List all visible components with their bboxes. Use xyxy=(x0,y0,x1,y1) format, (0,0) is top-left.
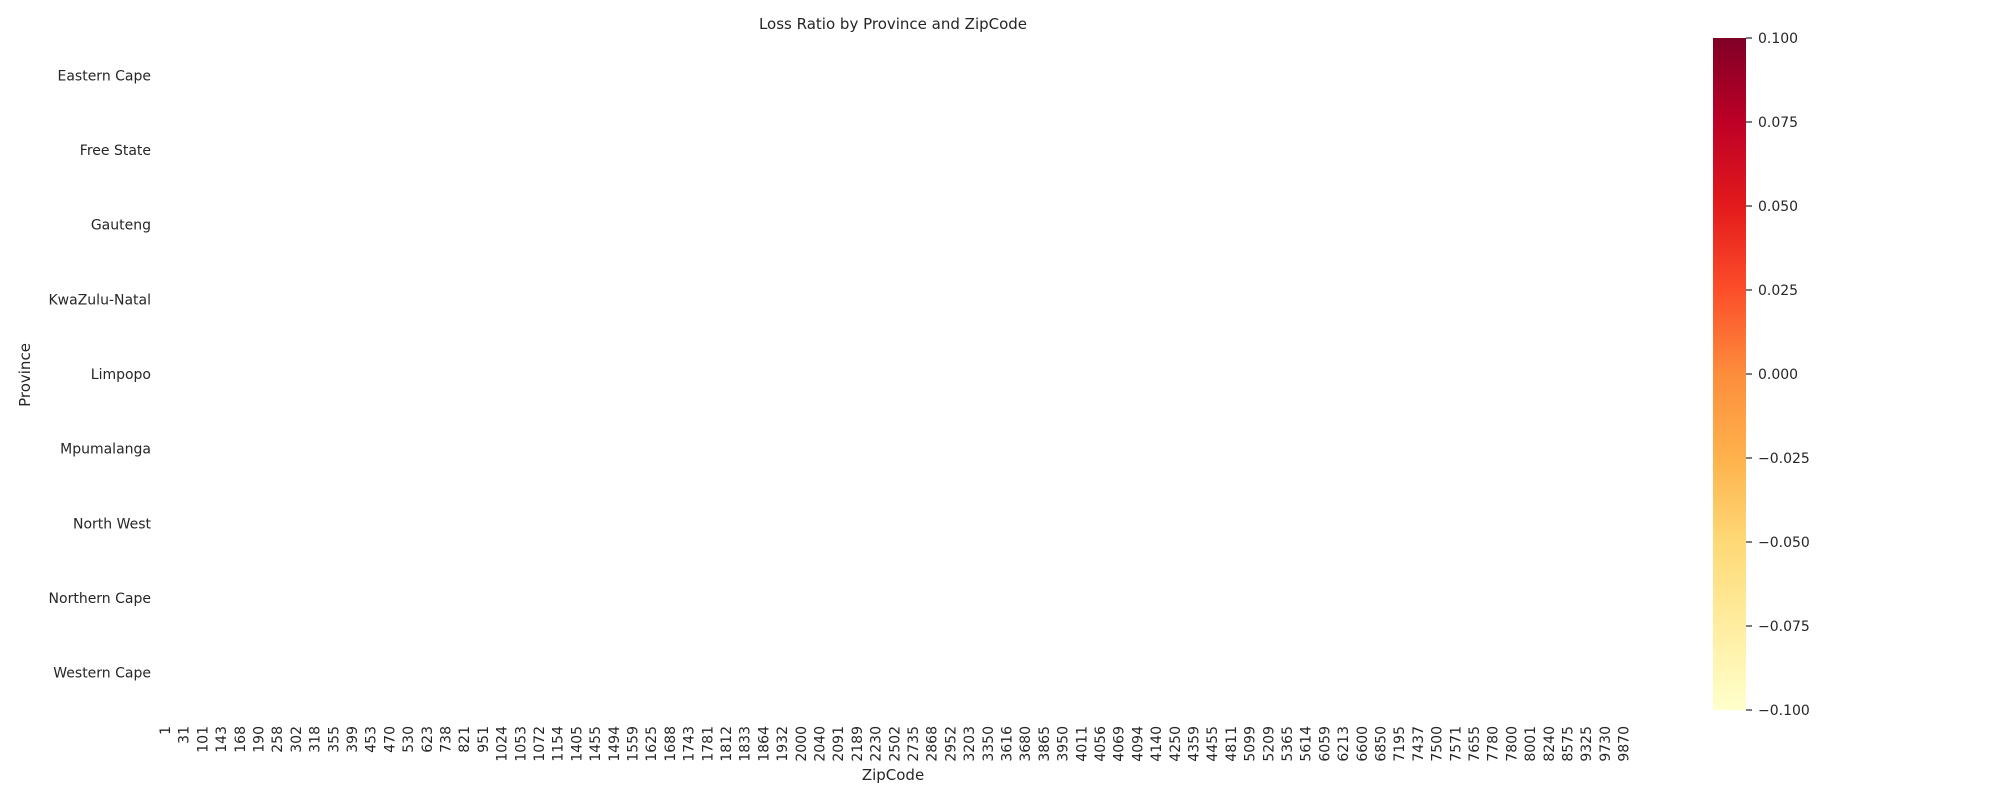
x-tick-label: 4455 xyxy=(1205,726,1222,762)
colorbar xyxy=(1713,38,1746,710)
x-tick-label: 6600 xyxy=(1354,726,1371,762)
x-tick-label: 1 xyxy=(158,726,174,735)
x-tick-label: 5209 xyxy=(1261,726,1278,762)
x-tick-label: 9325 xyxy=(1579,726,1596,762)
chart-title: Loss Ratio by Province and ZipCode xyxy=(758,15,1028,33)
x-tick-label: 1812 xyxy=(719,726,735,762)
x-tick-label: 3350 xyxy=(980,726,997,762)
y-axis-label: Province xyxy=(16,343,34,407)
x-tick-label: 1024 xyxy=(494,726,511,762)
x-tick-label: 1781 xyxy=(700,726,717,762)
x-tick-label: 530 xyxy=(401,726,418,753)
x-tick-label: 7500 xyxy=(1429,726,1446,762)
colorbar-tick-label: 0.025 xyxy=(1758,283,1799,299)
x-tick-label: 2189 xyxy=(849,726,866,762)
x-tick-label: 258 xyxy=(270,726,287,753)
colorbar-ticks xyxy=(1746,31,1810,719)
y-tick-label: Mpumalanga xyxy=(60,441,151,458)
x-tick-label: 7437 xyxy=(1410,726,1427,762)
x-tick-label: 1072 xyxy=(532,726,548,762)
colorbar-tick-label: −0.100 xyxy=(1758,703,1810,719)
x-tick-label: 318 xyxy=(307,726,324,753)
x-tick-label: 2952 xyxy=(943,726,960,762)
x-tick-label: 7780 xyxy=(1485,726,1502,762)
x-tick-label: 5099 xyxy=(1242,726,1259,762)
x-tick-label: 143 xyxy=(214,726,231,753)
x-tick-label: 2502 xyxy=(887,726,904,762)
y-tick-label: Free State xyxy=(79,143,151,159)
colorbar-tick-label: 0.000 xyxy=(1758,367,1799,383)
x-tick-label: 1864 xyxy=(756,726,773,762)
x-tick-label: 190 xyxy=(251,726,268,753)
x-tick-label: 2000 xyxy=(793,726,810,762)
x-tick-label: 4069 xyxy=(1111,726,1128,762)
x-tick-label: 399 xyxy=(345,726,361,753)
x-tick-label: 5365 xyxy=(1280,726,1296,762)
x-tick-label: 2735 xyxy=(906,726,922,762)
y-tick-label: KwaZulu-Natal xyxy=(48,292,151,309)
x-tick-label: 623 xyxy=(419,726,436,753)
x-tick-label: 2091 xyxy=(831,726,848,762)
x-tick-label: 2230 xyxy=(868,726,885,762)
x-tick-label: 2868 xyxy=(924,726,941,762)
x-tick-label: 1154 xyxy=(550,726,567,762)
x-tick-label: 2040 xyxy=(812,726,829,762)
y-tick-labels xyxy=(49,68,152,681)
x-tick-label: 3203 xyxy=(962,726,979,762)
x-tick-label: 7800 xyxy=(1504,726,1521,762)
colorbar-tick-label: −0.075 xyxy=(1758,619,1810,635)
x-tick-label: 8240 xyxy=(1541,726,1558,762)
x-tick-label: 1833 xyxy=(737,726,754,762)
x-tick-label: 4056 xyxy=(1093,726,1109,762)
x-tick-label: 302 xyxy=(288,726,305,753)
colorbar-tick-label: 0.100 xyxy=(1758,31,1799,47)
colorbar-tick-label: 0.050 xyxy=(1758,199,1799,215)
y-tick-label: Gauteng xyxy=(90,217,151,234)
x-tick-label: 9870 xyxy=(1616,726,1633,762)
y-tick-label: Northern Cape xyxy=(48,591,151,607)
y-tick-label: North West xyxy=(72,516,151,533)
x-tick-label: 8575 xyxy=(1560,726,1577,762)
x-tick-label: 1559 xyxy=(625,726,642,762)
x-tick-label: 1405 xyxy=(569,726,586,762)
x-tick-label: 8001 xyxy=(1523,726,1540,762)
x-tick-label: 168 xyxy=(232,726,249,753)
y-tick-label: Limpopo xyxy=(90,367,151,383)
x-tick-label: 4140 xyxy=(1149,726,1166,762)
colorbar-tick-label: 0.075 xyxy=(1758,115,1799,131)
x-tick-label: 7655 xyxy=(1467,726,1483,762)
x-tick-label: 453 xyxy=(363,726,380,753)
x-tick-label: 1625 xyxy=(644,726,661,762)
x-tick-label: 3865 xyxy=(1036,726,1053,762)
colorbar-tick-label: −0.050 xyxy=(1758,535,1810,551)
y-tick-label: Western Cape xyxy=(53,665,151,682)
x-tick-label: 355 xyxy=(326,726,343,753)
x-tick-label: 101 xyxy=(195,726,212,753)
x-tick-label: 6213 xyxy=(1336,726,1353,762)
x-tick-label: 6850 xyxy=(1373,726,1390,762)
x-tick-label: 3616 xyxy=(999,726,1016,762)
x-tick-label: 31 xyxy=(176,726,193,744)
x-tick-label: 1743 xyxy=(681,726,698,762)
x-tick-label: 4094 xyxy=(1130,726,1147,762)
x-tick-label: 4250 xyxy=(1167,726,1184,762)
x-tick-label: 1688 xyxy=(662,726,679,762)
x-tick-label: 4011 xyxy=(1074,726,1091,762)
x-tick-label: 9730 xyxy=(1597,726,1614,762)
x-tick-label: 4811 xyxy=(1223,726,1240,762)
x-tick-label: 7195 xyxy=(1392,726,1409,762)
x-tick-label: 1932 xyxy=(775,726,792,762)
x-tick-label: 5614 xyxy=(1298,726,1315,762)
x-tick-label: 1455 xyxy=(588,726,605,762)
y-tick-label: Eastern Cape xyxy=(57,68,151,85)
heatmap-plot-area xyxy=(158,38,1628,710)
x-tick-label: 821 xyxy=(457,726,474,753)
colorbar-tick-label: −0.025 xyxy=(1758,451,1810,467)
x-tick-label: 3950 xyxy=(1055,726,1072,762)
x-tick-label: 4359 xyxy=(1186,726,1203,762)
x-tick-labels xyxy=(158,726,1633,762)
x-tick-label: 951 xyxy=(475,726,492,753)
x-tick-label: 3680 xyxy=(1018,726,1035,762)
x-tick-label: 470 xyxy=(382,726,399,753)
x-axis-label: ZipCode xyxy=(861,766,925,784)
x-tick-label: 6059 xyxy=(1317,726,1334,762)
x-tick-label: 1494 xyxy=(606,726,623,762)
x-tick-label: 738 xyxy=(438,726,455,753)
x-tick-label: 7571 xyxy=(1448,726,1465,762)
x-tick-label: 1053 xyxy=(513,726,530,762)
